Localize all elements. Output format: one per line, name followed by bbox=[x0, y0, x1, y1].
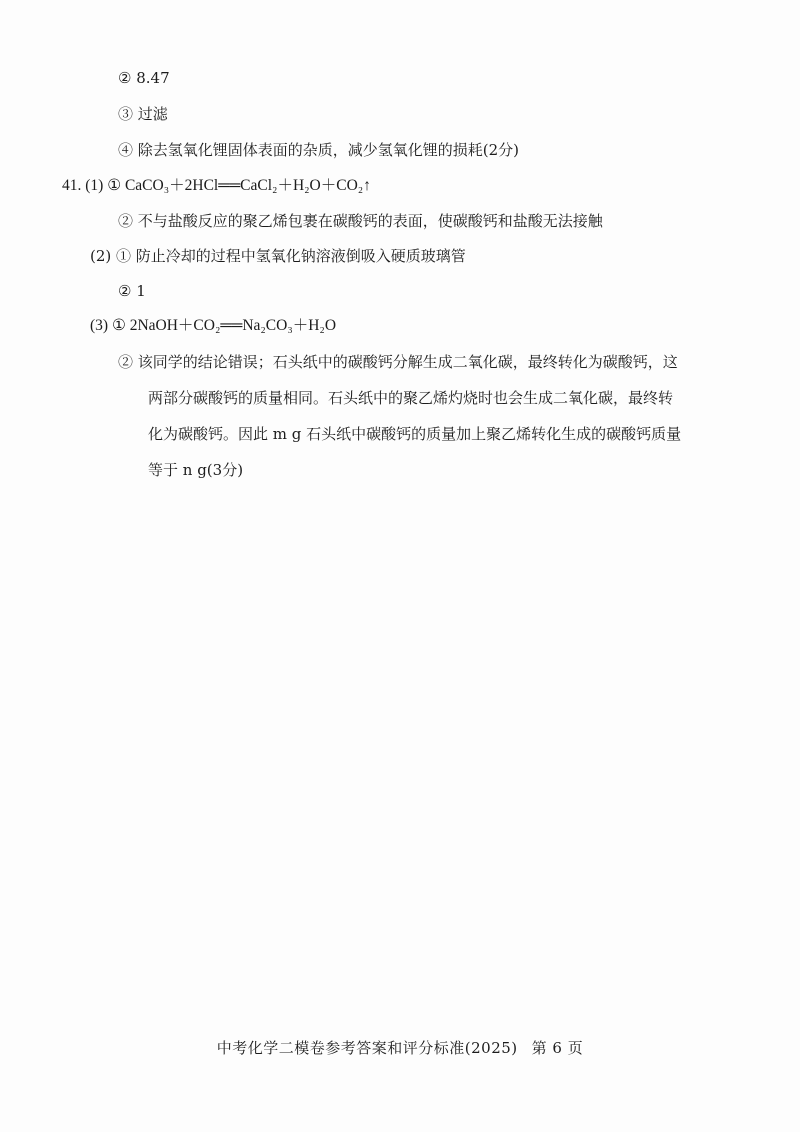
answer-line-41-2-1: (2) ① 防止冷却的过程中氢氧化钠溶液倒吸入硬质玻璃管 bbox=[90, 247, 466, 265]
page-footer bbox=[0, 1037, 800, 1058]
answer-line-40-2: ② 8.47 bbox=[118, 69, 170, 87]
answer-line-41-3-2d: 等于 n g(3分) bbox=[148, 461, 244, 479]
answer-line-41-1-1: 41. (1) ① CaCO₃＋2HCl══CaCl₂＋H₂O＋CO₂↑ bbox=[62, 177, 371, 194]
answer-line-41-3-2c: 化为碳酸钙。因此 m g 石头纸中碳酸钙的质量加上聚乙烯转化生成的碳酸钙质量 bbox=[148, 425, 682, 443]
answer-line-41-3-1: (3) ① 2NaOH＋CO₂══Na₂CO₃＋H₂O bbox=[90, 317, 337, 334]
answer-line-40-3: ③ 过滤 bbox=[118, 105, 168, 123]
answer-line-41-2-2: ② 1 bbox=[118, 282, 146, 300]
footer-title: 中考化学二模卷参考答案和评分标准(2025) bbox=[216, 1039, 518, 1057]
answer-line-41-3-2a: ② 该同学的结论错误；石头纸中的碳酸钙分解生成二氧化碳，最终转化为碳酸钙，这 bbox=[118, 353, 678, 371]
answer-line-41-1-2: ② 不与盐酸反应的聚乙烯包裹在碳酸钙的表面，使碳酸钙和盐酸无法接触 bbox=[118, 212, 603, 230]
answer-line-40-4: ④ 除去氢氧化锂固体表面的杂质，减少氢氧化锂的损耗(2分) bbox=[118, 141, 520, 159]
page-number: 第 6 页 bbox=[531, 1039, 584, 1057]
answer-line-41-3-2b: 两部分碳酸钙的质量相同。石头纸中的聚乙烯灼烧时也会生成二氧化碳，最终转 bbox=[148, 389, 674, 407]
